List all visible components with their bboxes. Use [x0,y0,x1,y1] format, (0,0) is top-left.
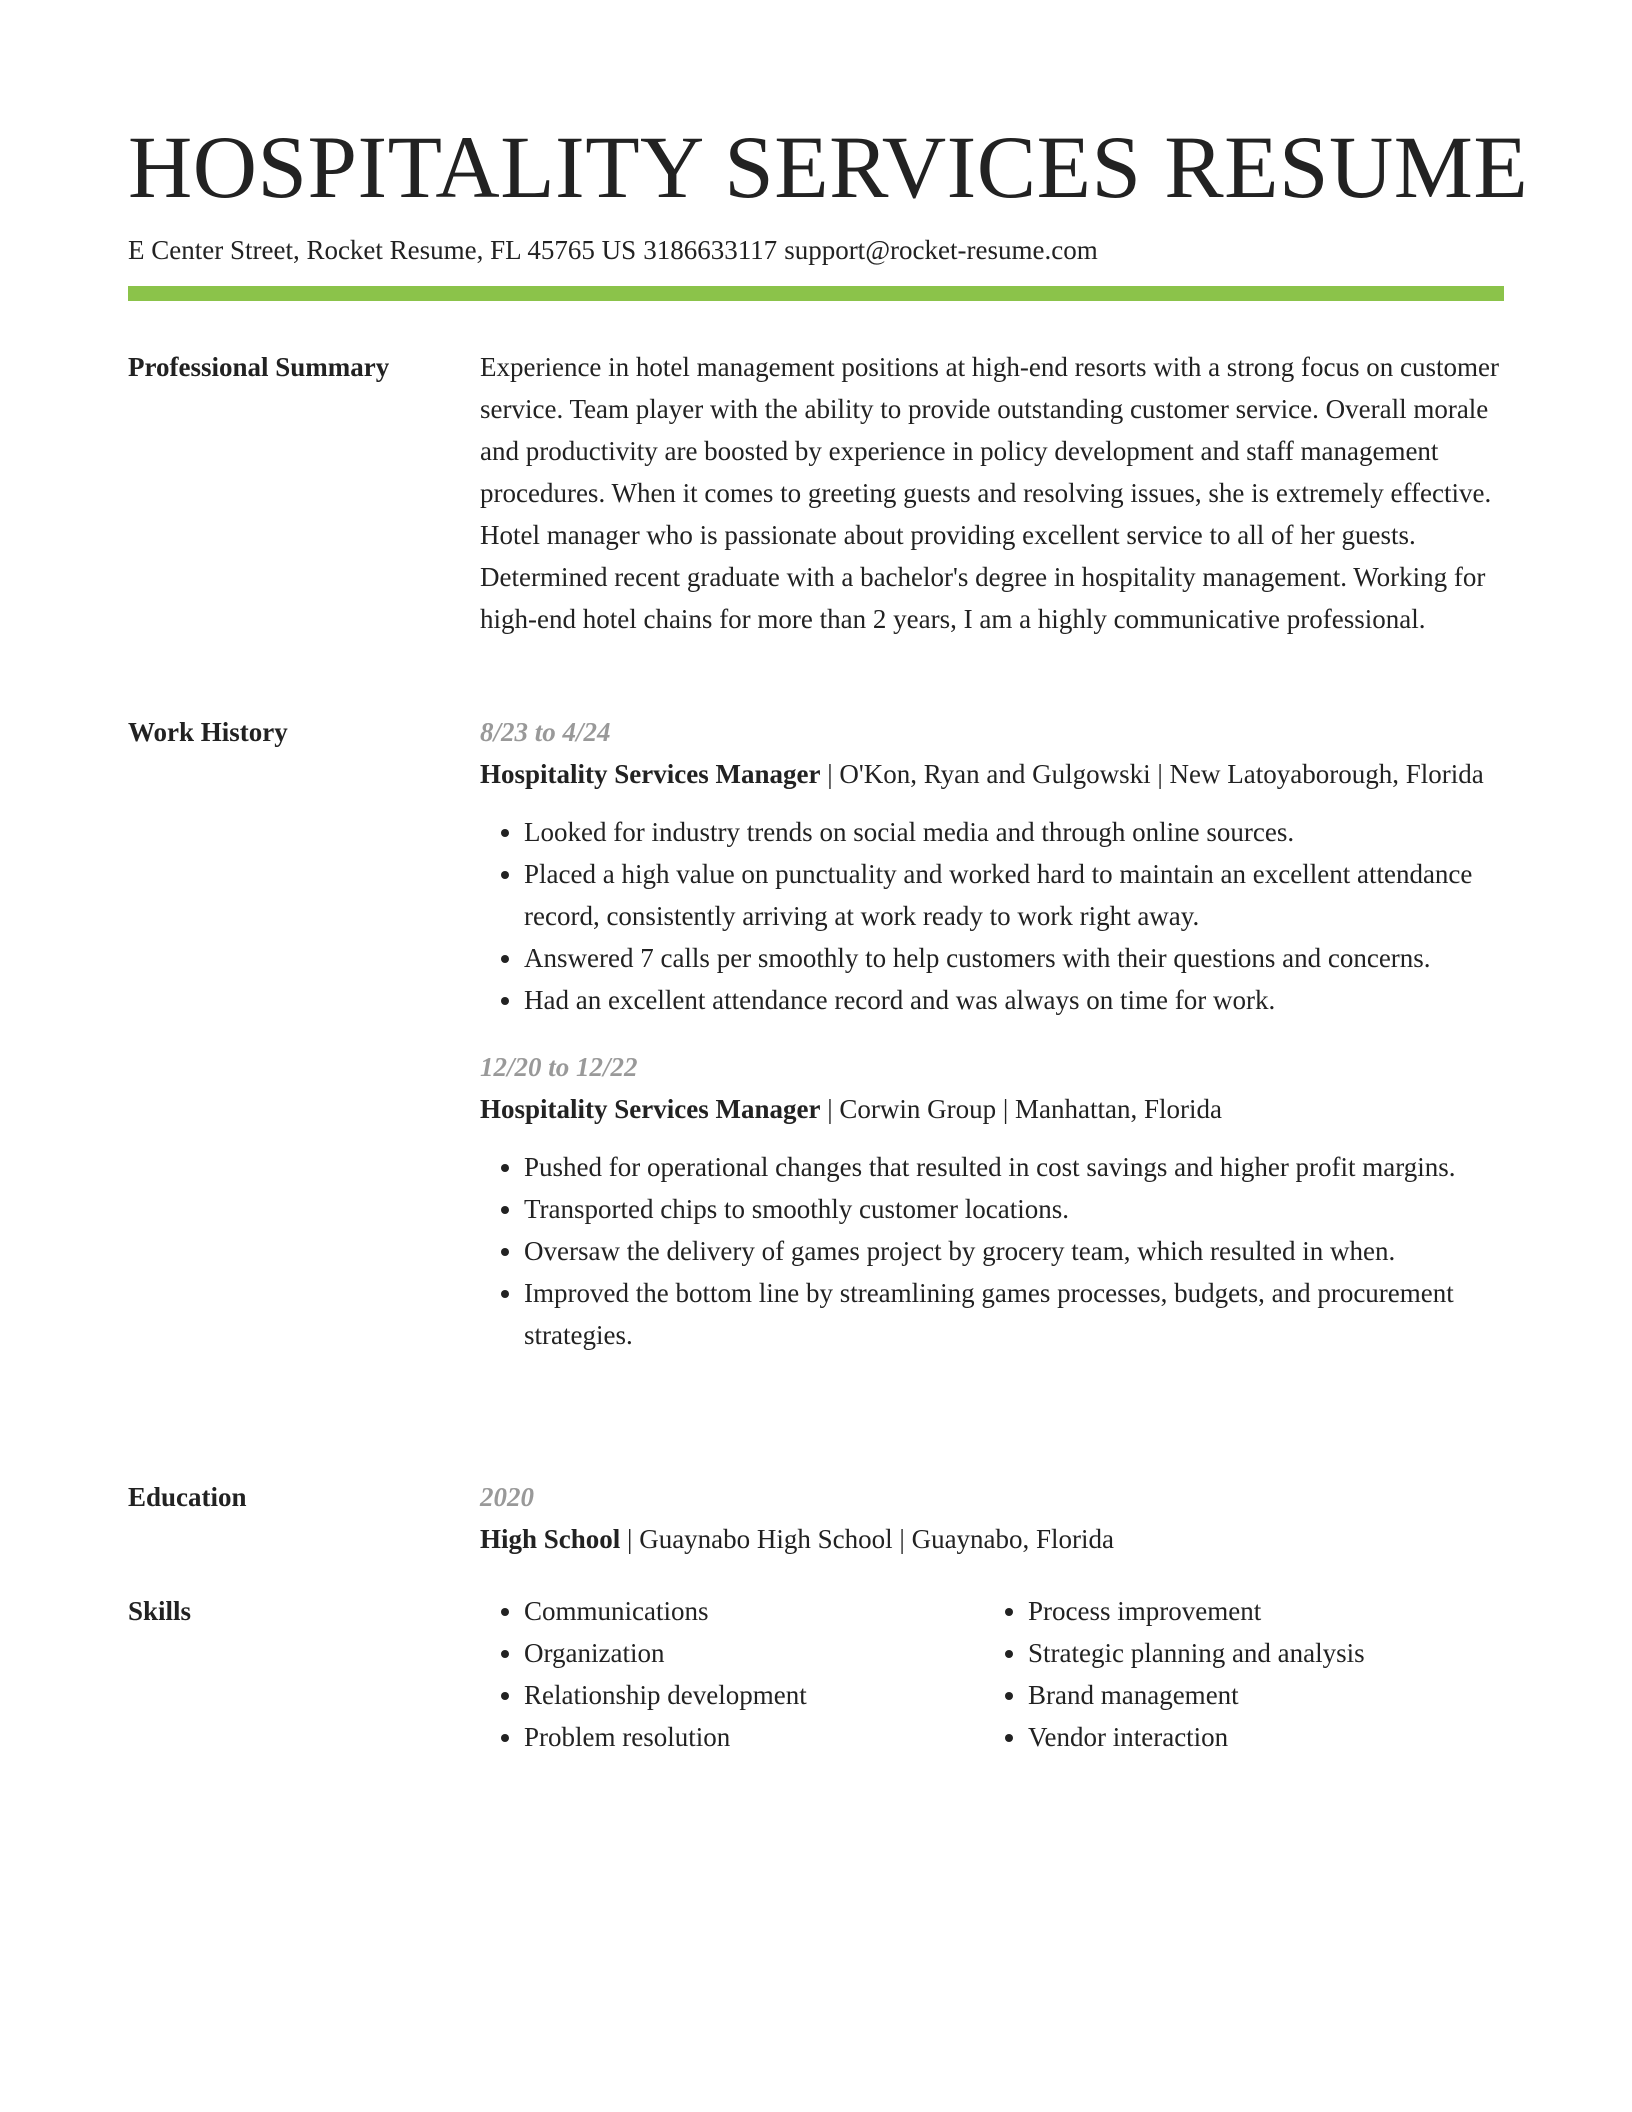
job-dates: 12/20 to 12/22 [480,1052,638,1082]
education-body [480,1476,1504,1560]
job-details: | Corwin Group | Manhattan, Florida [820,1094,1222,1124]
work-history-body [480,711,1504,1356]
skill-item: • Brand management [1028,1674,1488,1716]
contact-email[interactable]: support@rocket-resume.com [784,235,1098,265]
job-bullets [480,811,1504,1021]
job-title: Hospitality Services Manager [480,1094,821,1124]
summary-heading: Professional Summary [128,352,390,382]
skills-column-left [480,1590,984,1758]
job-entry [480,711,1504,1021]
skill-item: • Organization [524,1632,984,1674]
skill-item: • Problem resolution [524,1716,984,1758]
job-bullet: • Transported chips to smoothly customer locations. [524,1188,1504,1230]
accent-divider [128,286,1504,301]
education-details: | Guaynabo High School | Guaynabo, Florida [620,1524,1115,1554]
skill-item: • Relationship development [524,1674,984,1716]
summary-text: Experience in hotel management positions at high-end resorts with a strong focus on customer service. Team player with the ability to provide outstanding customer service. Overall morale and productivity are boosted by experience in policy development and staff management procedures. When it comes to greeting guests and resolving issues, she is extremely effective. Hotel manager who is passionate about providing excellent service to all of her guests. Determined recent graduate with a bachelor's degree in hospitality management. Working for high-end hotel chains for more than 2 years, I am a highly communicative professional. [480,352,1499,634]
skills-column-right [984,1590,1488,1758]
job-bullet: • Had an excellent attendance record and was always on time for work. [524,979,1504,1021]
job-bullet: • Placed a high value on punctuality and worked hard to maintain an excellent attendance record, consistently arriving at work ready to work right away. [524,853,1504,937]
resume-title: HOSPITALITY SERVICES RESUME [128,119,1529,217]
skills-heading: Skills [128,1596,192,1626]
skill-item: • Strategic planning and analysis [1028,1632,1488,1674]
contact-address: E Center Street, Rocket Resume, FL 45765 US [128,235,637,265]
skill-item: • Communications [524,1590,984,1632]
job-role-line [480,753,1504,795]
education-line [480,1518,1504,1560]
skill-item: • Process improvement [1028,1590,1488,1632]
job-bullet: • Pushed for operational changes that resulted in cost savings and higher profit margins. [524,1146,1504,1188]
job-dates: 8/23 to 4/24 [480,717,611,747]
education-year: 2020 [480,1482,534,1512]
job-bullet: • Oversaw the delivery of games project by grocery team, which resulted in when. [524,1230,1504,1272]
education-degree: High School [480,1524,621,1554]
work-history-heading: Work History [128,717,288,747]
job-details: | O'Kon, Ryan and Gulgowski | New Latoyaborough, Florida [820,759,1484,789]
job-bullet: • Looked for industry trends on social media and through online sources. [524,811,1504,853]
job-title: Hospitality Services Manager [480,759,821,789]
job-bullet: • Improved the bottom line by streamlining games processes, budgets, and procurement strategies. [524,1272,1504,1356]
job-entry [480,1046,1504,1356]
skills-body [480,1590,1504,1758]
skill-item: • Vendor interaction [1028,1716,1488,1758]
job-bullet: • Answered 7 calls per smoothly to help customers with their questions and concerns. [524,937,1504,979]
education-heading: Education [128,1482,247,1512]
job-role-line [480,1088,1504,1130]
skills-grid [480,1590,1504,1758]
summary-body [480,346,1504,640]
contact-line [128,232,1098,268]
job-bullets [480,1146,1504,1356]
contact-phone: 3186633117 [643,235,778,265]
